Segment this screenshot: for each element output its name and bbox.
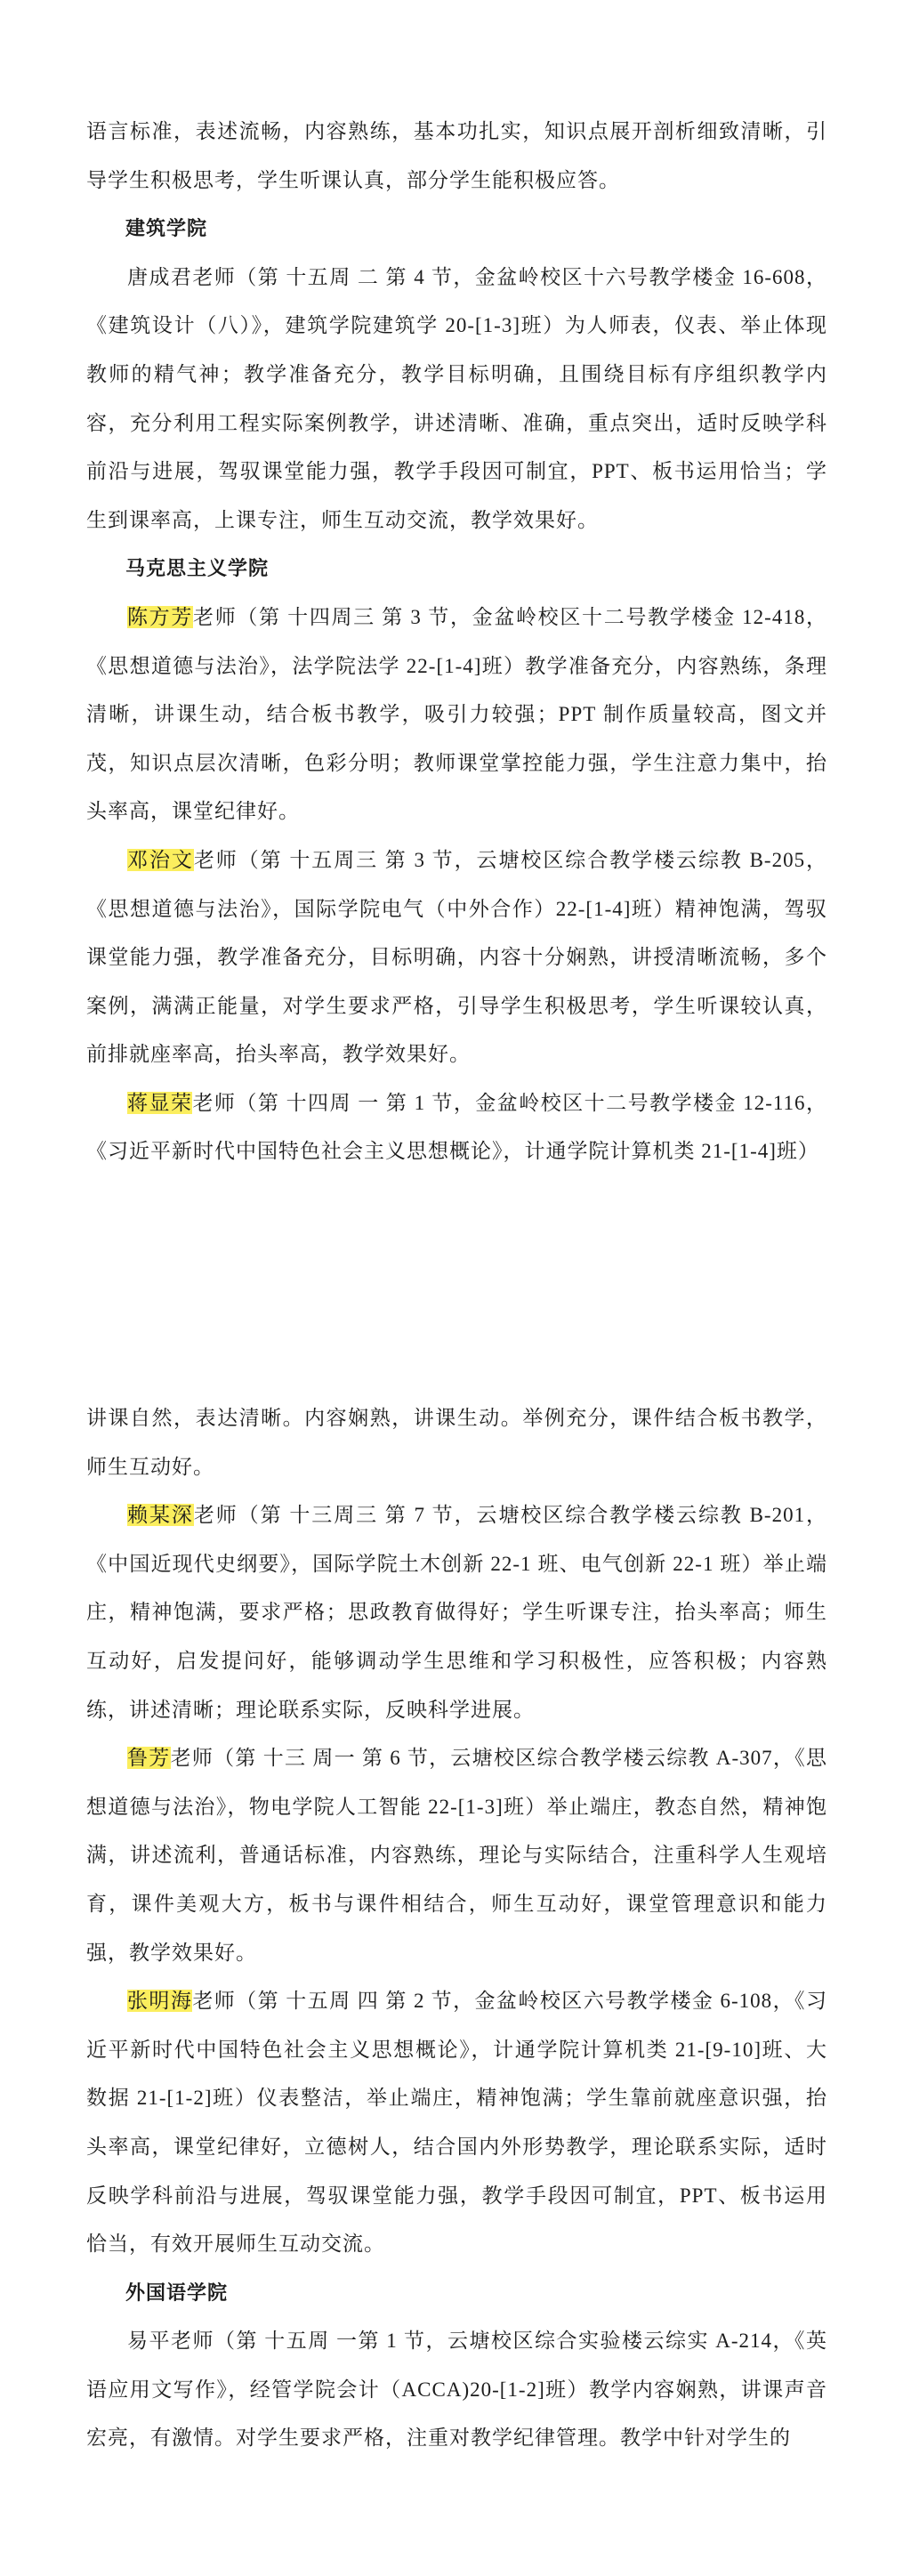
text-run: 老师（第 十五周 四 第 2 节，金盆岭校区六号教学楼金 6-108，《习近平新时代中国特色社会主义思想概论》，计通学院计算机类 21-[9-10]班、大数据 21-[1-2]班）仪表整洁，举止端庄，精神饱满；学生靠前就座意识强，抬头率高，课堂纪律好，立德树人，结合国内外形势教学，理论联系实际，适时反映学科前沿与进展，驾驭课堂能力强，教学手段因可制宜，PPT、板书运用恰当，有效开展师生互动交流。	[86, 1990, 827, 2256]
text-run: 老师（第 十四周三 第 3 节，金盆岭校区十二号教学楼金 12-418，《思想道德与法治》，法学院法学 22-[1-4]班）教学准备充分，内容熟练，条理清晰，讲课生动，结合板书教学，吸引力较强；PPT 制作质量较高，图文并茂，知识点层次清晰，色彩分明；教师课堂掌控能力强，学生注意力集中，抬头率高，课堂纪律好。	[86, 605, 827, 823]
text-run: 语言标准，表述流畅，内容熟练，基本功扎实，知识点展开剖析细致清晰，引导学生积极思考，学生听课认真，部分学生能积极应答。	[86, 120, 827, 191]
highlighted-teacher-name: 赖某深	[127, 1504, 194, 1527]
text-run: 外国语学院	[125, 2281, 229, 2304]
evaluation-paragraph	[86, 1734, 827, 1977]
highlighted-teacher-name: 鲁芳	[127, 1747, 171, 1770]
text-run: 老师（第 十三周三 第 7 节，云塘校区综合教学楼云综教 B-201，《中国近现代史纲要》，国际学院土木创新 22-1 班、电气创新 22-1 班）举止端庄，精神饱满，要求严格；思政教育做得好；学生听课专注，抬头率高；师生互动好，启发提问好，能够调动学生思维和学习积极性，应答积极；内容熟练，讲述清晰；理论联系实际，反映科学进展。	[86, 1504, 828, 1721]
evaluation-paragraph	[86, 836, 827, 1079]
highlighted-teacher-name: 陈方芳	[127, 605, 194, 628]
highlighted-teacher-name: 邓治文	[127, 848, 194, 871]
text-run: 唐成君老师（第 十五周 二 第 4 节，金盆岭校区十六号教学楼金 16-608，《建筑设计（八）》，建筑学院建筑学 20-[1-3]班）为人师表，仪表、举止体现教师的精气神；教学准备充分，教学目标明确，且围绕目标有序组织教学内容，充分利用工程实际案例教学，讲述清晰、准确，重点突出，适时反映学科前沿与进展，驾驭课堂能力强，教学手段因可制宜，PPT、板书运用恰当；学生到课率高，上课专注，师生互动交流，教学效果好。	[86, 265, 827, 531]
evaluation-paragraph	[86, 108, 827, 205]
highlighted-teacher-name: 张明海	[127, 1990, 193, 2013]
text-run: 易平老师（第 十五周 一第 1 节，云塘校区综合实验楼云综实 A-214，《英语应用文写作》，经管学院会计（ACCA)20-[1-2]班）教学内容娴熟，讲课声音宏亮，有激情。对学生要求严格，注重对教学纪律管理。教学中针对学生的	[86, 2330, 827, 2450]
text-run: 老师（第 十五周三 第 3 节，云塘校区综合教学楼云综教 B-205，《思想道德与法治》，国际学院电气（中外合作）22-[1-4]班）精神饱满，驾驭课堂能力强，教学准备充分，目标明确，内容十分娴熟，讲授清晰流畅，多个案例，满满正能量，对学生要求严格，引导学生积极思考，学生听课较认真，前排就座率高，抬头率高，教学效果好。	[86, 848, 828, 1066]
section-heading	[86, 205, 827, 254]
evaluation-paragraph	[86, 594, 827, 836]
text-run: 建筑学院	[125, 217, 208, 240]
text-run: 讲课自然，表达清晰。内容娴熟，讲课生动。举例充分，课件结合板书教学，师生互动好。	[86, 1407, 827, 1478]
evaluation-paragraph	[86, 254, 827, 545]
evaluation-paragraph	[86, 1079, 827, 1176]
text-run: 老师（第 十三 周一 第 6 节，云塘校区综合教学楼云综教 A-307，《思想道德与法治》，物电学院人工智能 22-[1-3]班）举止端庄，教态自然，精神饱满，讲述流利，普通话标准，内容熟练，理论与实际结合，注重科学人生观培育，课件美观大方，板书与课件相结合，师生互动好，课堂管理意识和能力强，教学效果好。	[86, 1747, 827, 1964]
highlighted-teacher-name: 蒋显荣	[127, 1091, 193, 1114]
document-page-2	[86, 1394, 827, 2463]
section-heading	[86, 2269, 827, 2318]
evaluation-paragraph	[86, 2317, 827, 2463]
text-run: 马克思主义学院	[125, 557, 270, 580]
section-heading	[86, 545, 827, 594]
text-run: 老师（第 十四周 一 第 1 节，金盆岭校区十二号教学楼金 12-116，《习近平新时代中国特色社会主义思想概论》，计通学院计算机类 21-[1-4]班）	[86, 1091, 828, 1163]
evaluation-paragraph	[86, 1394, 827, 1491]
evaluation-paragraph	[86, 1491, 827, 1734]
document-page-1	[86, 108, 827, 1176]
evaluation-paragraph	[86, 1977, 827, 2269]
